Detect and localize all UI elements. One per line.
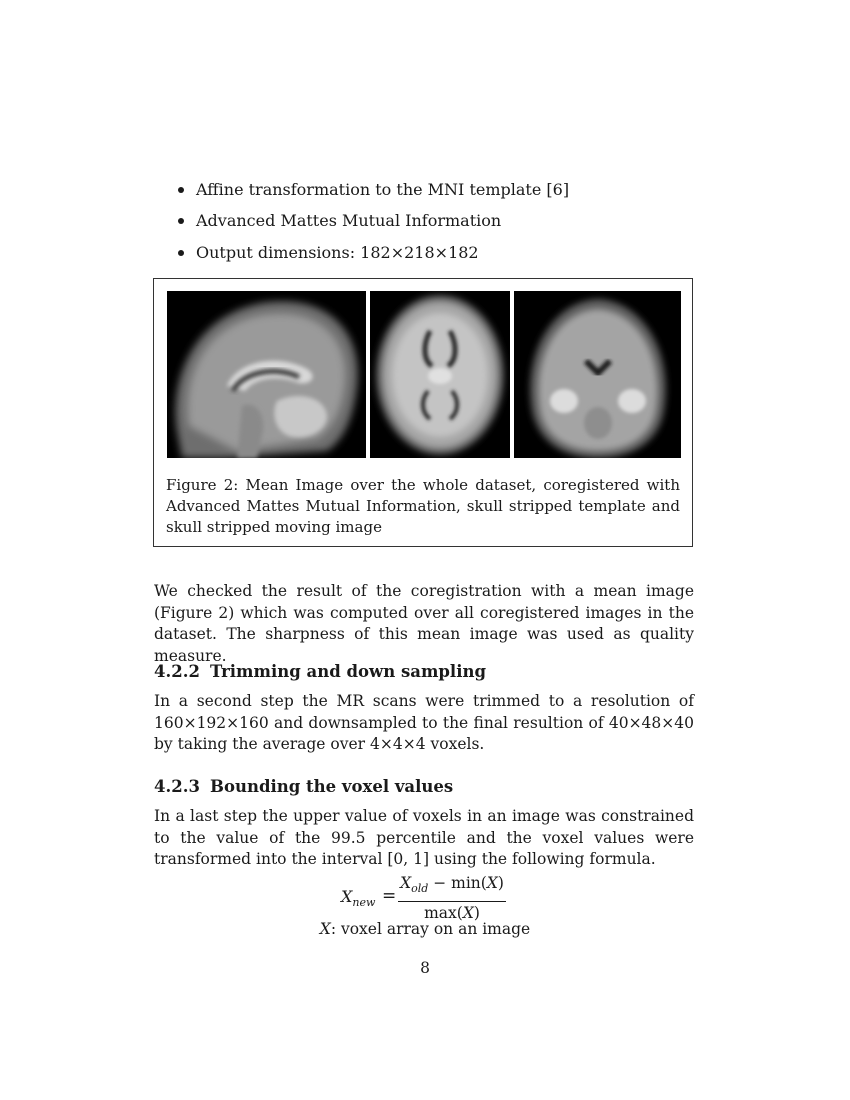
bullet-item — [176, 237, 716, 269]
section-title: Trimming and down sampling — [210, 662, 487, 681]
formula-equals: = — [382, 886, 397, 906]
section-number: 4.2.3 — [154, 777, 200, 796]
section-title: Bounding the voxel values — [210, 777, 454, 796]
formula-fraction — [398, 873, 506, 924]
formula-note: X: voxel array on an image — [319, 920, 531, 938]
formula-denominator: max(X) — [424, 904, 480, 923]
formula-numerator: $X_{old} - \min(X)$ — [398, 873, 506, 902]
body-paragraph: In a second step the MR scans were trimmed to a resolution of 160×192×160 and downsampled to the final resultion of 40×48×40 by taking the average over 4×4×4 voxels. — [154, 692, 694, 753]
body-paragraph: We checked the result of the coregistration with a mean image (Figure 2) which was computed over all coregistered images in the dataset. The sharpness of this mean image was used as quality measure. — [154, 582, 694, 665]
sagittal-brain-image — [167, 291, 366, 458]
body-paragraph: In a last step the upper value of voxels in an image was constrained to the value of the 99.5 percentile and the voxel values were transformed into the interval [0, 1] using the following formula. — [154, 807, 694, 868]
bullet-text: Output dimensions: 182×218×182 — [196, 242, 479, 262]
normalization-formula — [0, 873, 850, 923]
section-heading — [154, 776, 694, 798]
page-number: 8 — [420, 959, 430, 977]
bullet-dot-icon — [178, 218, 184, 224]
coronal-brain-image — [514, 291, 681, 458]
bullet-list — [176, 174, 716, 269]
axial-brain-image — [370, 291, 510, 458]
figure-caption: Figure 2: Mean Image over the whole dataset, coregistered with Advanced Mattes Mutual Information, skull stripped template and skull stripped moving image — [166, 476, 680, 536]
formula-lhs: $X_{new}$ — [341, 887, 376, 910]
bullet-item — [176, 174, 716, 206]
section-number: 4.2.2 — [154, 662, 200, 681]
figure-box — [153, 278, 693, 547]
bullet-dot-icon — [178, 187, 184, 193]
bullet-item — [176, 206, 716, 238]
bullet-text: Advanced Mattes Mutual Information — [196, 211, 502, 231]
bullet-text: Affine transformation to the MNI template [6] — [196, 179, 570, 199]
section-heading — [154, 661, 694, 683]
bullet-dot-icon — [178, 250, 184, 256]
